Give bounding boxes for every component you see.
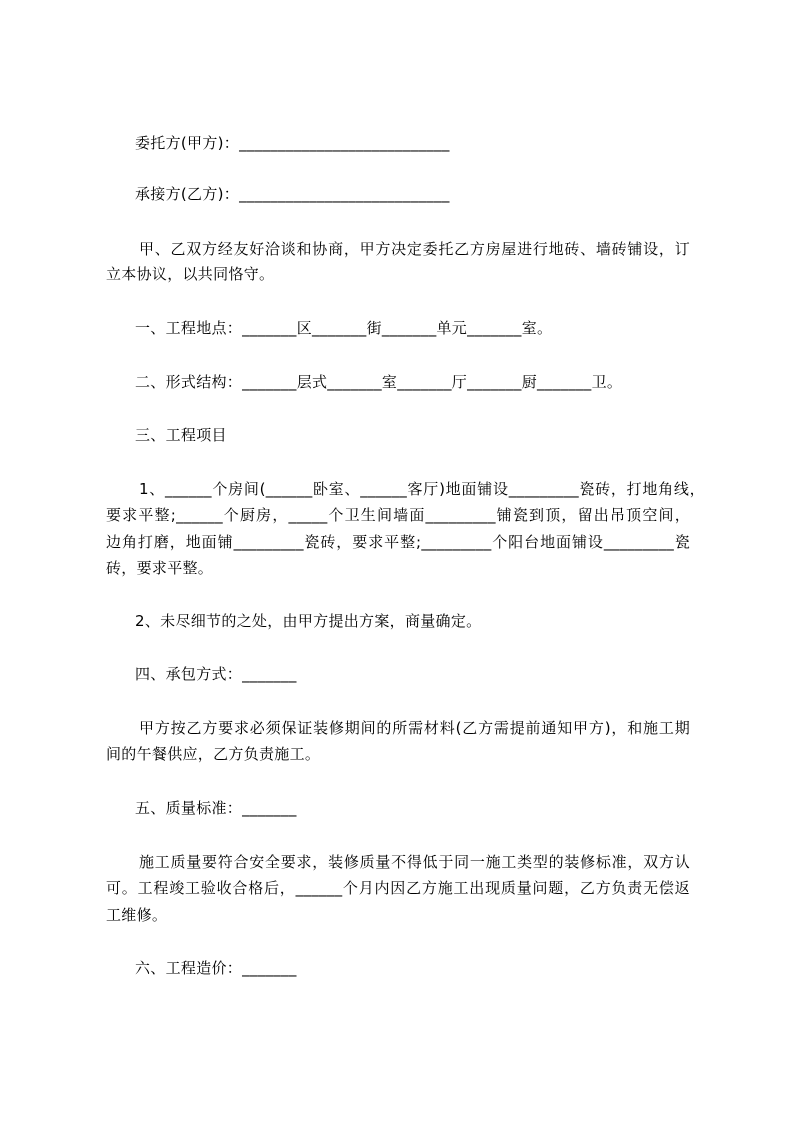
section-5-body-3: 工维修。 [106, 906, 168, 924]
section-2-structure: 二、形式结构：_______层式_______室_______厅_______厨_______卫。 [135, 373, 623, 391]
item-1-line-4: 砖，要求平整。 [106, 559, 214, 577]
section-3-title: 三、工程项目 [135, 426, 227, 444]
section-1-location: 一、工程地点：_______区_______街_______单元_______室。 [135, 319, 553, 337]
item-2: 2、未尽细节的之处，由甲方提出方案，商量确定。 [135, 612, 482, 630]
section-5-body-1: 施工质量要符合安全要求，装修质量不得低于同一施工类型的装修标准，双方认 [139, 853, 690, 871]
section-4-body-1: 甲方按乙方要求必须保证装修期间的所需材料(乙方需提前通知甲方)，和施工期 [139, 719, 690, 737]
party-a-line: 委托方(甲方)：___________________________ [135, 134, 450, 152]
section-4-body-2: 间的午餐供应，乙方负责施工。 [106, 745, 321, 763]
party-b-line: 承接方(乙方)：___________________________ [135, 185, 450, 203]
section-5-body-2: 可。工程竣工验收合格后，______个月内因乙方施工出现质量问题，乙方负责无偿返 [106, 879, 690, 897]
item-1-line-1: 1、______个房间(______卧室、______客厅)地面铺设_________瓷砖，打地角线， [139, 480, 705, 498]
section-4-contract: 四、承包方式：_______ [135, 665, 297, 683]
section-6-price: 六、工程造价：_______ [135, 959, 297, 977]
item-1-line-3: 边角打磨，地面铺_________瓷砖，要求平整;_________个阳台地面铺设_________瓷 [106, 533, 690, 551]
item-1-line-2: 要求平整;______个厨房，_____个卫生间墙面_________铺瓷到顶，留出吊顶空间， [106, 506, 690, 524]
intro-line-2: 立本协议，以共同恪守。 [106, 265, 275, 283]
intro-line-1: 甲、乙双方经友好洽谈和协商，甲方决定委托乙方房屋进行地砖、墙砖铺设，订 [139, 240, 690, 258]
section-5-quality: 五、质量标准：_______ [135, 799, 297, 817]
